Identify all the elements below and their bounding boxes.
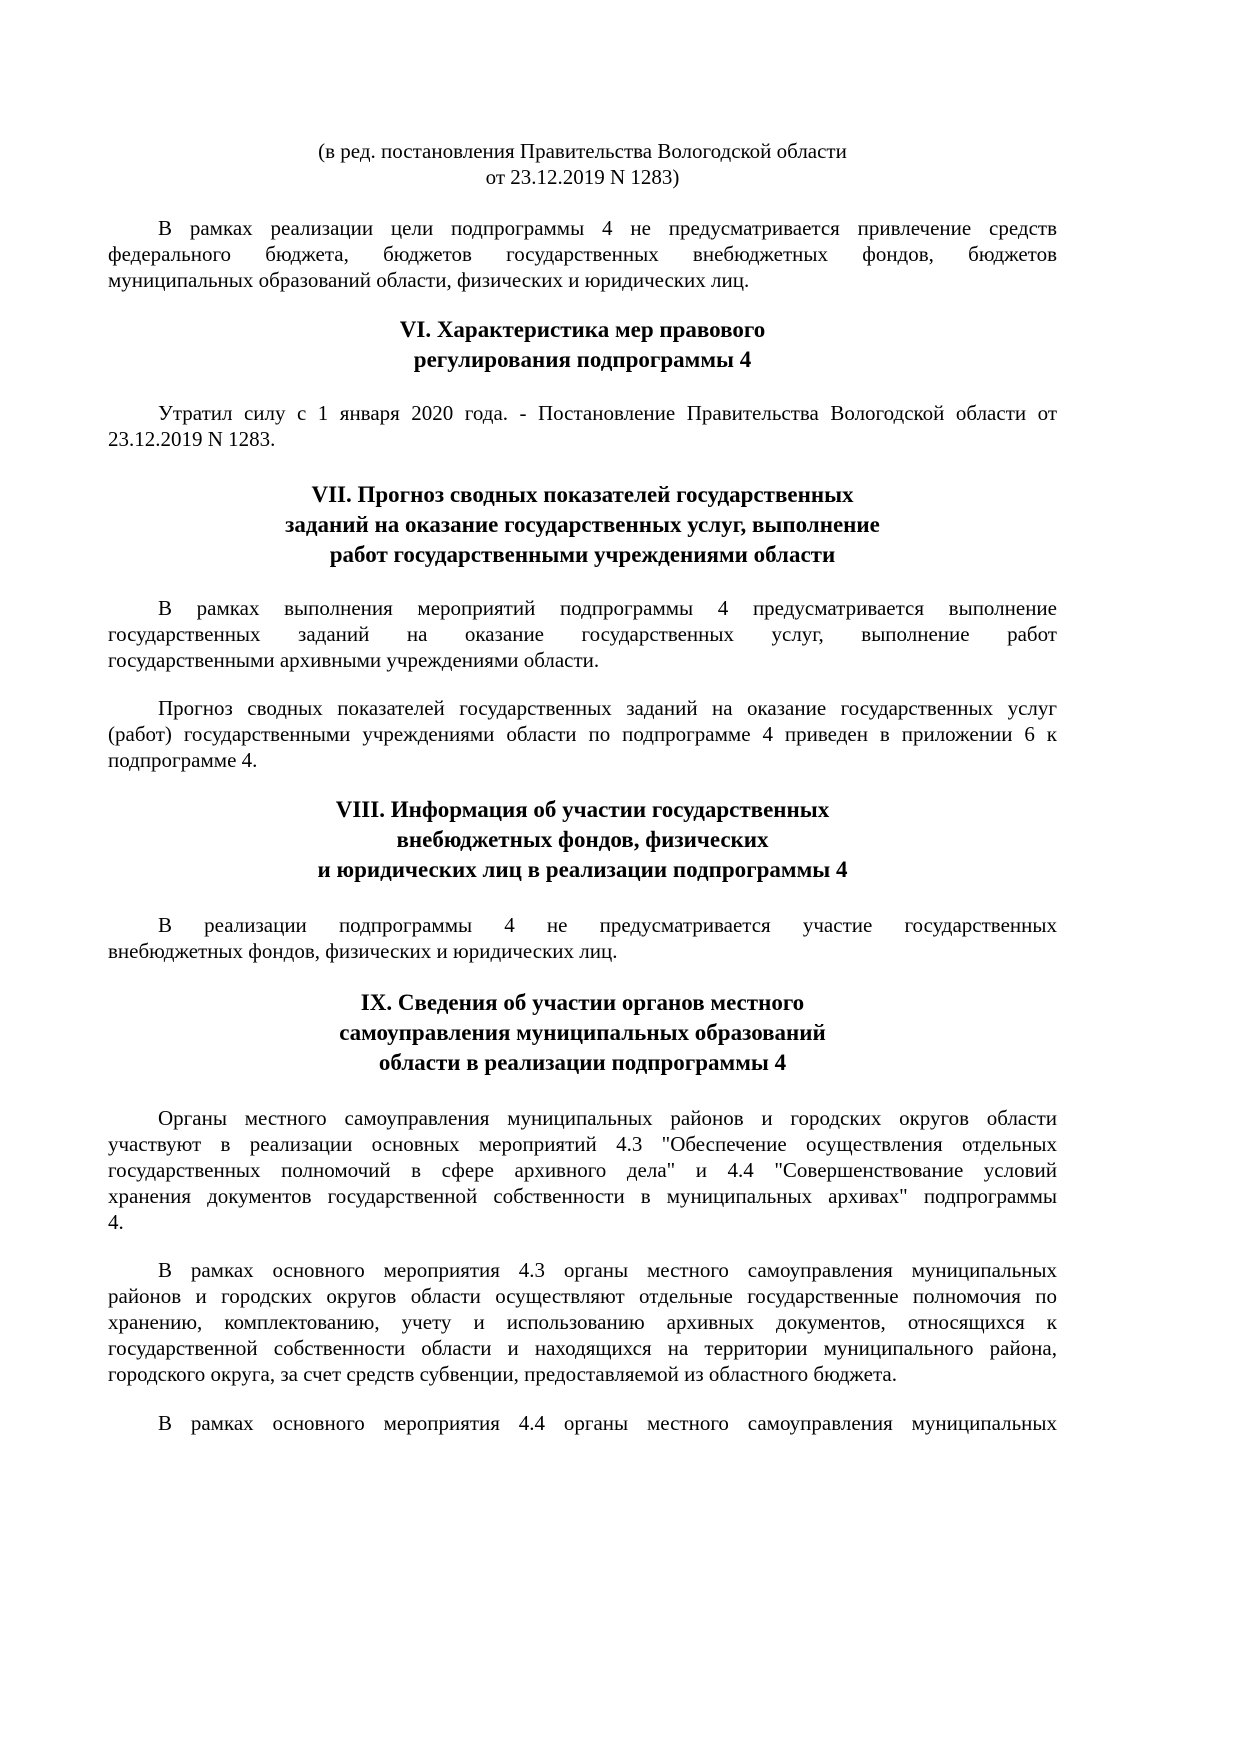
paragraph-line: В рамках основного мероприятия 4.3 органы местного самоуправления муниципальных	[158, 1258, 1057, 1282]
heading-line: VIII. Информация об участии государственных	[335, 797, 830, 822]
paragraph	[108, 1410, 1057, 1436]
amendment-note-line: от 23.12.2019 N 1283)	[485, 165, 680, 189]
amendment-note	[108, 138, 1057, 190]
paragraph	[108, 1105, 1057, 1235]
heading-line: области в реализации подпрограммы 4	[378, 1050, 787, 1075]
paragraph-line: хранения документов государственной собственности в муниципальных архивах" подпрограммы	[108, 1184, 1057, 1208]
paragraph-line: государственной собственности области и находящихся на территории муниципального района,	[108, 1336, 1057, 1360]
paragraph-line: подпрограмме 4.	[108, 748, 258, 772]
paragraph-line: 23.12.2019 N 1283.	[108, 427, 276, 451]
paragraph-line: В рамках основного мероприятия 4.4 органы местного самоуправления муниципальных	[158, 1411, 1057, 1435]
paragraph-line: В рамках выполнения мероприятий подпрограммы 4 предусматривается выполнение	[158, 596, 1057, 620]
paragraph-line: 4.	[108, 1210, 124, 1234]
paragraph-line: внебюджетных фондов, физических и юридических лиц.	[108, 939, 618, 963]
paragraph-line: хранению, комплектованию, учету и использованию архивных документов, относящихся к	[108, 1310, 1057, 1334]
heading-line: работ государственными учреждениями области	[329, 542, 836, 567]
paragraph	[108, 695, 1057, 773]
paragraph-line: В рамках реализации цели подпрограммы 4 не предусматривается привлечение средств	[158, 216, 1057, 240]
section-heading	[108, 480, 1057, 570]
paragraph-line: муниципальных образований области, физических и юридических лиц.	[108, 268, 750, 292]
heading-line: IX. Сведения об участии органов местного	[360, 990, 805, 1015]
paragraph-line: В реализации подпрограммы 4 не предусматривается участие государственных	[158, 913, 1057, 937]
heading-line: регулирования подпрограммы 4	[413, 347, 752, 372]
section-heading	[108, 795, 1057, 885]
paragraph	[108, 215, 1057, 293]
section-heading	[108, 988, 1057, 1078]
heading-line: внебюджетных фондов, физических	[396, 827, 769, 852]
paragraph-line: Утратил силу с 1 января 2020 года. - Постановление Правительства Вологодской области от	[158, 401, 1057, 425]
paragraph-line: участвуют в реализации основных мероприятий 4.3 "Обеспечение осуществления отдельных	[108, 1132, 1057, 1156]
heading-line: заданий на оказание государственных услуг, выполнение	[285, 512, 880, 537]
paragraph-line: государственных заданий на оказание государственных услуг, выполнение работ	[108, 622, 1057, 646]
paragraph-line: федерального бюджета, бюджетов государственных внебюджетных фондов, бюджетов	[108, 242, 1057, 266]
paragraph-line: районов и городских округов области осуществляют отдельные государственные полномочия по	[108, 1284, 1057, 1308]
heading-line: самоуправления муниципальных образований	[339, 1020, 826, 1045]
paragraph-line: Органы местного самоуправления муниципальных районов и городских округов области	[158, 1106, 1057, 1130]
paragraph-line: городского округа, за счет средств субвенции, предоставляемой из областного бюджета.	[108, 1362, 897, 1386]
section-heading	[108, 315, 1057, 375]
heading-line: VI. Характеристика мер правового	[399, 317, 766, 342]
amendment-note-line: (в ред. постановления Правительства Вологодской области	[318, 139, 847, 163]
paragraph	[108, 595, 1057, 673]
paragraph-line: государственных полномочий в сфере архивного дела" и 4.4 "Совершенствование условий	[108, 1158, 1057, 1182]
paragraph-line: Прогноз сводных показателей государственных заданий на оказание государственных услуг	[158, 696, 1057, 720]
paragraph	[108, 1257, 1057, 1387]
paragraph	[108, 400, 1057, 452]
heading-line: и юридических лиц в реализации подпрограммы 4	[317, 857, 848, 882]
paragraph-line: (работ) государственными учреждениями области по подпрограмме 4 приведен в приложении 6 к	[108, 722, 1057, 746]
heading-line: VII. Прогноз сводных показателей государственных	[311, 482, 854, 507]
paragraph-line: государственными архивными учреждениями области.	[108, 648, 600, 672]
paragraph	[108, 912, 1057, 964]
